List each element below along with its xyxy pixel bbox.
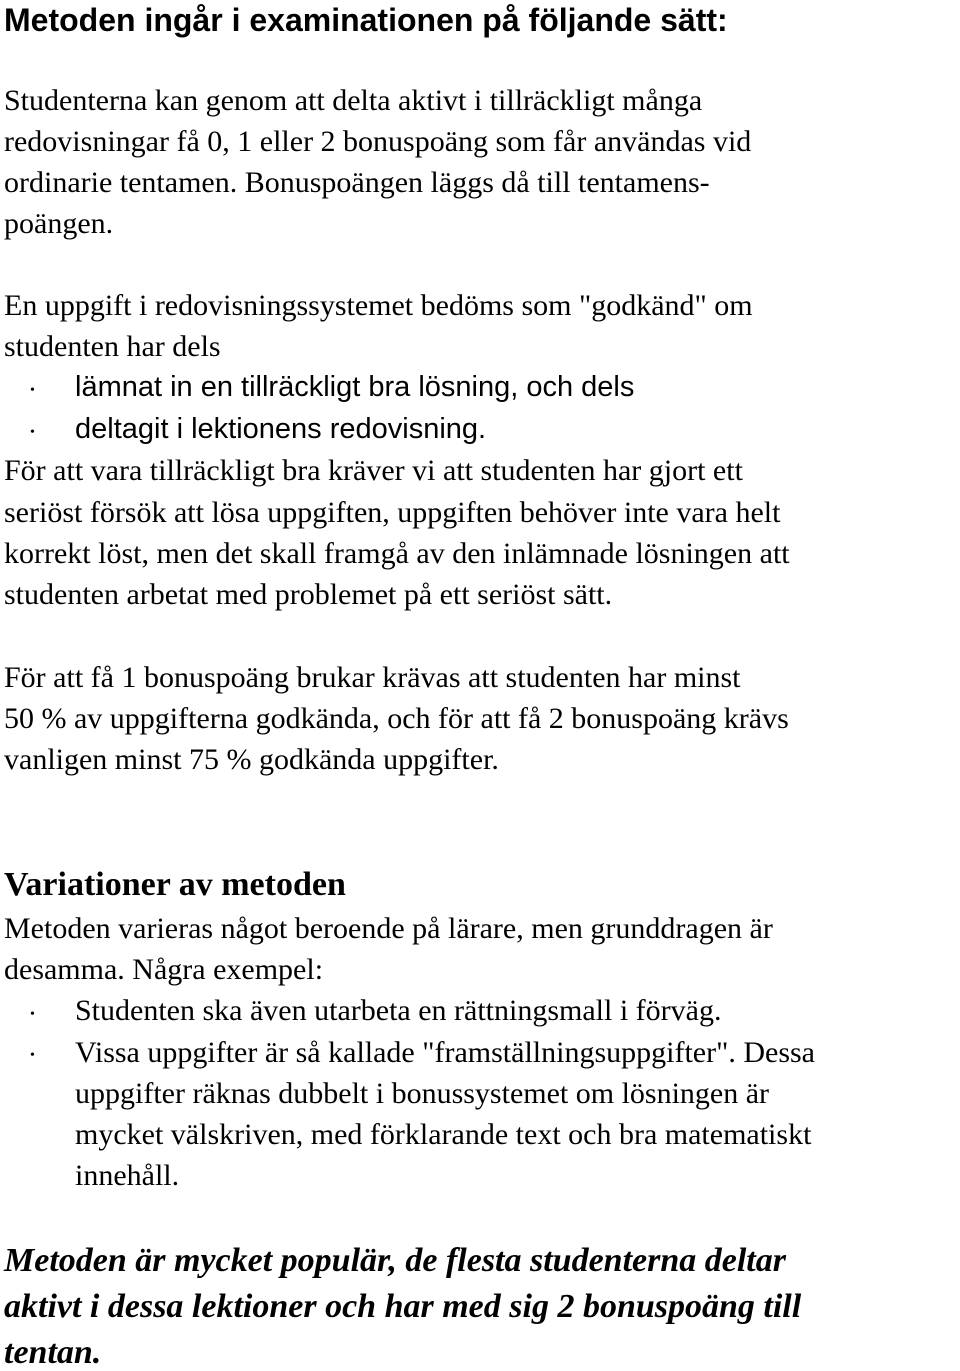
text-line: korrekt löst, men det skall framgå av den inlämnade lösningen att xyxy=(4,537,790,570)
bullet-icon: • xyxy=(30,1048,35,1063)
text-line: studenten har dels xyxy=(4,330,221,363)
text-line: redovisningar få 0, 1 eller 2 bonuspoäng som får användas vid xyxy=(4,125,752,158)
conclusion-line: aktivt i dessa lektioner och har med sig 2 bonuspoäng till xyxy=(4,1288,802,1325)
text-line: studenten arbetat med problemet på ett seriöst sätt. xyxy=(4,578,613,611)
bullet-icon: • xyxy=(30,1007,35,1022)
list-item-continuation: innehåll. xyxy=(75,1159,180,1192)
text-line: Metoden varieras något beroende på lärare, men grunddragen är xyxy=(4,912,773,945)
text-line: seriöst försök att lösa uppgiften, uppgiften behöver inte vara helt xyxy=(4,496,781,529)
text-line: ordinarie tentamen. Bonuspoängen läggs då till tentamens- xyxy=(4,166,710,199)
list-item: Vissa uppgifter är så kallade "framställningsuppgifter". Dessa xyxy=(75,1036,815,1069)
list-item: deltagit i lektionens redovisning. xyxy=(75,413,487,445)
text-line: Studenterna kan genom att delta aktivt i tillräckligt många xyxy=(4,84,703,117)
text-line: För att vara tillräckligt bra kräver vi att studenten har gjort ett xyxy=(4,454,743,487)
text-line: För att få 1 bonuspoäng brukar krävas att studenten har minst xyxy=(4,661,741,694)
list-item: Studenten ska även utarbeta en rättningsmall i förväg. xyxy=(75,994,722,1027)
page-heading: Metoden ingår i examinationen på följande sätt: xyxy=(4,2,728,38)
text-line: En uppgift i redovisningssystemet bedöms som "godkänd" om xyxy=(4,289,753,322)
list-item-continuation: mycket välskriven, med förklarande text och bra matematiskt xyxy=(75,1118,812,1151)
bullet-icon: • xyxy=(30,425,35,440)
text-line: 50 % av uppgifterna godkända, och för att få 2 bonuspoäng krävs xyxy=(4,702,789,735)
list-item: lämnat in en tillräckligt bra lösning, och dels xyxy=(75,371,635,403)
conclusion-line: tentan. xyxy=(4,1334,102,1371)
bullet-icon: • xyxy=(30,383,35,398)
list-item-continuation: uppgifter räknas dubbelt i bonussystemet om lösningen är xyxy=(75,1077,770,1110)
text-line: desamma. Några exempel: xyxy=(4,953,324,986)
conclusion-line: Metoden är mycket populär, de flesta studenterna deltar xyxy=(4,1242,786,1279)
text-line: poängen. xyxy=(4,207,114,240)
text-line: vanligen minst 75 % godkända uppgifter. xyxy=(4,743,499,776)
section-title: Variationer av metoden xyxy=(4,866,346,903)
